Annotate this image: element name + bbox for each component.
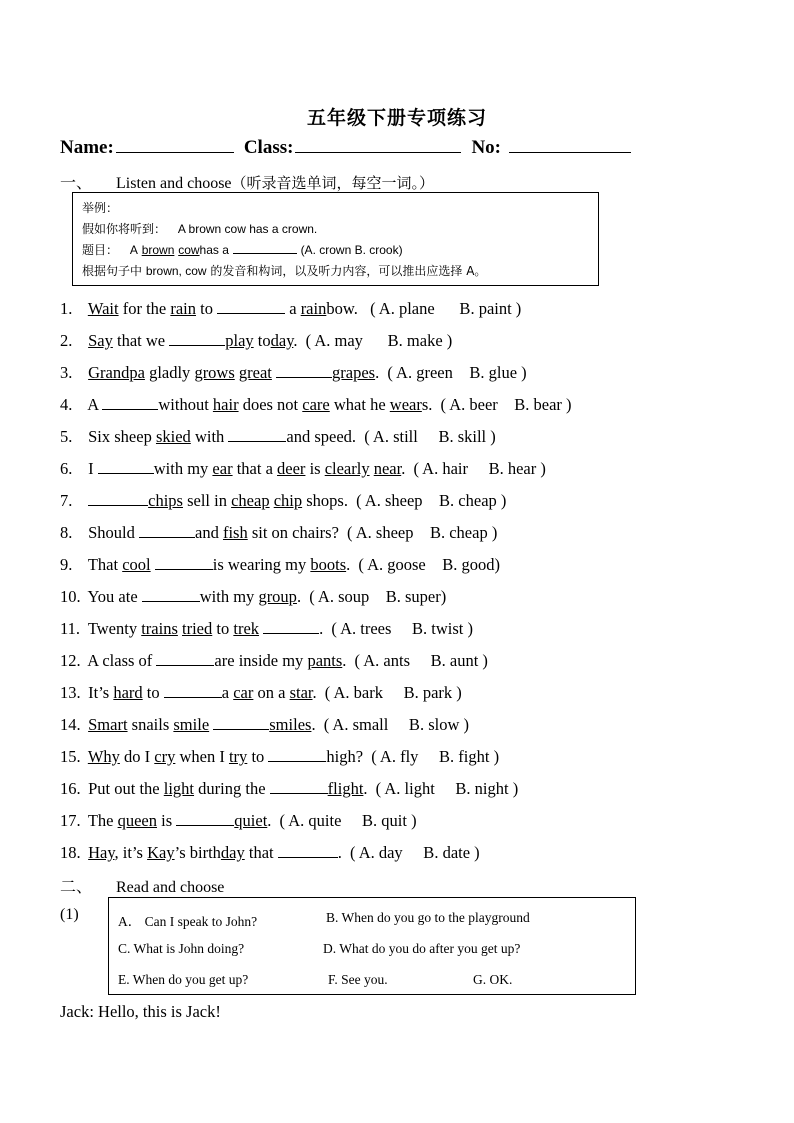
question-number: 8. [60, 523, 73, 542]
example-hear-label: 假如你将听到： [82, 222, 167, 236]
question-number: 10. [60, 587, 81, 606]
question-text: . [337, 843, 342, 862]
question-options: ( A. quite B. quit ) [275, 811, 417, 830]
example-topic-blank [233, 241, 297, 254]
student-info-row [60, 136, 660, 159]
question-text: sell in [182, 491, 232, 510]
question-number: 7. [60, 491, 73, 510]
choice-a: A． Can I speak to John? [118, 914, 258, 929]
question-text: . [311, 715, 316, 734]
question-text: and speed. [286, 427, 357, 446]
question-number: 1. [60, 299, 73, 318]
question-text: that [244, 843, 278, 862]
underlined-word: day [220, 843, 245, 862]
underlined-word: great [238, 363, 272, 382]
question-options: ( A. fly B. fight ) [367, 747, 500, 766]
question-text: for the [118, 299, 171, 318]
question-number: 12. [60, 651, 81, 670]
underlined-word: skied [155, 427, 191, 446]
question-text: to [212, 619, 234, 638]
example-topic-brown: brown [141, 243, 175, 257]
question-text: when I [175, 747, 229, 766]
question-text: gladly [144, 363, 195, 382]
question-text: s. [421, 395, 433, 414]
question-options: ( A. bark B. park ) [320, 683, 462, 702]
example-label: 举例： [82, 201, 119, 215]
question-text: . [293, 331, 298, 350]
choice-e: E. When do you get up? [118, 972, 249, 987]
question-number: 9. [60, 555, 73, 574]
question-options: ( A. beer B. bear ) [436, 395, 572, 414]
example-topic-options: (A. crown B. crook) [300, 243, 403, 257]
choice-b: B. When do you go to the playground [326, 910, 530, 925]
question-number: 2. [60, 331, 73, 350]
underlined-word: car [233, 683, 254, 702]
question-text: are inside my [214, 651, 308, 670]
underlined-word: ear [212, 459, 233, 478]
no-blank[interactable] [509, 136, 631, 153]
question-text: Twenty [87, 619, 142, 638]
question-text: , it’s [114, 843, 148, 862]
question-number: 14. [60, 715, 81, 734]
question-row [60, 776, 760, 808]
answer-blank[interactable] [155, 552, 213, 570]
section-one-number: 一、 [60, 173, 93, 192]
example-explain-post: 的发音和构词，以及听力内容，可以推出应选择 A。 [210, 264, 487, 278]
question-row [60, 520, 760, 552]
example-explain-pre: 根据句子中 [82, 264, 143, 278]
underlined-word: light [163, 779, 195, 798]
question-row [60, 648, 760, 680]
question-row [60, 360, 760, 392]
question-text: shops. [302, 491, 348, 510]
example-box [72, 192, 599, 286]
question-options: ( A. light B. night ) [371, 779, 519, 798]
underlined-word: trek [233, 619, 260, 638]
underlined-word: Why [87, 747, 120, 766]
question-options: ( A. plane B. paint ) [361, 299, 522, 318]
example-topic-cow: cow [178, 243, 200, 257]
question-options: ( A. hair B. hear ) [409, 459, 546, 478]
question-number: 4. [60, 395, 73, 414]
class-blank[interactable] [295, 136, 461, 153]
section-two-heading [60, 874, 224, 897]
question-text: during the [194, 779, 270, 798]
underlined-word: trains [141, 619, 178, 638]
question-row [60, 840, 760, 872]
example-hear-text: A brown cow has a crown. [177, 222, 318, 236]
question-text: bow. [326, 299, 358, 318]
example-hear-line [82, 220, 317, 237]
answer-blank[interactable] [217, 296, 285, 314]
answer-blank[interactable] [142, 584, 200, 602]
underlined-word: Smart [88, 715, 128, 734]
question-list [60, 296, 760, 872]
no-label: No: [471, 137, 501, 158]
underlined-word: smile [173, 715, 210, 734]
answer-blank[interactable] [169, 328, 225, 346]
underlined-word: star [289, 683, 313, 702]
underlined-word: wear [389, 395, 422, 414]
example-explain-words: brown, cow [145, 264, 207, 278]
question-text: That [87, 555, 123, 574]
question-row [60, 296, 760, 328]
question-number: 15. [60, 747, 81, 766]
answer-blank[interactable] [98, 456, 154, 474]
underlined-word: boots [310, 555, 347, 574]
underlined-word: group [258, 587, 297, 606]
question-options: ( A. may B. make ) [301, 331, 453, 350]
underlined-word: flight [327, 779, 364, 798]
underlined-word: cool [122, 555, 151, 574]
question-options: ( A. goose B. good) [354, 555, 500, 574]
question-text: A class of [87, 651, 157, 670]
question-row [60, 808, 760, 840]
question-text: Six sheep [88, 427, 156, 446]
question-text: A [87, 395, 103, 414]
choice-c: C. What is John doing? [118, 941, 245, 956]
question-options: ( A. trees B. twist ) [327, 619, 474, 638]
underlined-word: Say [88, 331, 113, 350]
underlined-word: Hay [88, 843, 115, 862]
underlined-word: play [225, 331, 254, 350]
question-options: ( A. soup B. super) [305, 587, 447, 606]
question-number: 6. [60, 459, 73, 478]
question-number: 17. [60, 811, 81, 830]
question-text: to [142, 683, 164, 702]
section-two-title: Read and choose [116, 879, 225, 896]
question-number: 18. [60, 843, 81, 862]
name-label: Name: [60, 137, 114, 158]
question-text: . [296, 587, 302, 606]
question-text: snails [127, 715, 174, 734]
question-number: 16. [60, 779, 81, 798]
underlined-word: near [373, 459, 402, 478]
question-text: ’s birth [174, 843, 221, 862]
question-text: The [87, 811, 118, 830]
question-text: Should [88, 523, 140, 542]
example-topic-label: 题目： [82, 243, 119, 257]
example-topic-line [82, 241, 403, 258]
underlined-word: rain [170, 299, 197, 318]
section-two-number: 二、 [60, 877, 93, 896]
question-text: . [375, 363, 380, 382]
question-row [60, 424, 760, 456]
question-row [60, 744, 760, 776]
underlined-word: cry [154, 747, 176, 766]
question-options: ( A. day B. date ) [345, 843, 480, 862]
underlined-word: quiet [234, 811, 268, 830]
answer-blank[interactable] [88, 488, 148, 506]
question-text: sit on chairs? [247, 523, 339, 542]
question-text: is wearing my [212, 555, 311, 574]
question-options: ( A. sheep B. cheap ) [351, 491, 507, 510]
question-text: I [88, 459, 98, 478]
question-number: 3. [60, 363, 73, 382]
question-text: . [342, 651, 347, 670]
question-text: with my [199, 587, 259, 606]
question-text: with [190, 427, 229, 446]
question-row [60, 488, 760, 520]
question-text: . [267, 811, 272, 830]
underlined-word: grows [194, 363, 235, 382]
name-blank[interactable] [116, 136, 234, 153]
underlined-word: tried [182, 619, 213, 638]
question-text: high? [326, 747, 364, 766]
underlined-word: deer [277, 459, 306, 478]
question-row [60, 328, 760, 360]
question-row [60, 456, 760, 488]
question-text: without [158, 395, 213, 414]
question-row [60, 712, 760, 744]
question-text: to [253, 331, 271, 350]
choice-box [108, 897, 636, 995]
answer-blank[interactable] [276, 360, 332, 378]
question-text: do I [119, 747, 155, 766]
underlined-word: grapes [332, 363, 376, 382]
question-row [60, 680, 760, 712]
question-row [60, 552, 760, 584]
answer-blank[interactable] [156, 648, 214, 666]
dialogue-line-1: Jack: Hello, this is Jack! [60, 1002, 221, 1021]
question-text: . [312, 683, 317, 702]
underlined-word: fish [222, 523, 248, 542]
class-label: Class: [243, 137, 294, 158]
question-options: ( A. still B. skill ) [360, 427, 496, 446]
underlined-word: cheap [231, 491, 270, 510]
section-one-note: （听录音选单词，每空一词。） [231, 174, 435, 192]
question-options: ( A. green B. glue ) [383, 363, 527, 382]
underlined-word: hard [113, 683, 143, 702]
example-explain-line [82, 262, 486, 279]
answer-blank[interactable] [270, 776, 328, 794]
question-text: does not [238, 395, 303, 414]
question-options: ( A. ants B. aunt ) [350, 651, 488, 670]
example-topic-rest: has a [199, 243, 229, 257]
underlined-word: Wait [87, 299, 119, 318]
question-options: ( A. sheep B. cheap ) [342, 523, 498, 542]
question-text: to [196, 299, 218, 318]
underlined-word: pants [307, 651, 343, 670]
question-text: is [157, 811, 177, 830]
underlined-word: rain [300, 299, 327, 318]
question-text: and [195, 523, 223, 542]
answer-blank[interactable] [268, 744, 326, 762]
question-text: that a [232, 459, 278, 478]
underlined-word: try [228, 747, 248, 766]
underlined-word: smiles [269, 715, 312, 734]
underlined-word: chip [273, 491, 303, 510]
question-text: a [221, 683, 234, 702]
question-text: that we [112, 331, 170, 350]
choice-d: D. What do you do after you get up? [323, 941, 521, 956]
section-one-heading [60, 170, 434, 193]
question-row [60, 392, 760, 424]
answer-blank[interactable] [263, 616, 319, 634]
answer-blank[interactable] [228, 424, 286, 442]
underlined-word: Kay [147, 843, 175, 862]
question-options: ( A. small B. slow ) [319, 715, 469, 734]
underlined-word: hair [212, 395, 239, 414]
underlined-word: queen [117, 811, 158, 830]
underlined-word: care [302, 395, 330, 414]
answer-blank[interactable] [139, 520, 195, 538]
question-row [60, 584, 760, 616]
answer-blank[interactable] [176, 808, 234, 826]
question-row [60, 616, 760, 648]
answer-blank[interactable] [213, 712, 269, 730]
section-one-title: Listen and choose [116, 175, 232, 192]
question-text: on a [253, 683, 290, 702]
question-text: what he [329, 395, 390, 414]
question-number: 13. [60, 683, 81, 702]
question-text: It’s [88, 683, 114, 702]
underlined-word: Grandpa [88, 363, 145, 382]
question-text: to [247, 747, 269, 766]
example-topic-a: A [129, 243, 138, 257]
question-text: is [305, 459, 325, 478]
choice-f: F. See you. [328, 972, 388, 987]
question-text: . [363, 779, 368, 798]
question-text: . [319, 619, 324, 638]
underlined-word: clearly [324, 459, 370, 478]
question-text: . [346, 555, 351, 574]
underlined-word: day [270, 331, 294, 350]
question-text: Put out the [88, 779, 164, 798]
underlined-word: chips [148, 491, 183, 510]
answer-blank[interactable] [102, 392, 158, 410]
question-number: 5. [60, 427, 73, 446]
question-number: 11. [60, 619, 81, 638]
question-text: You ate [87, 587, 142, 606]
worksheet-title: 五年级下册专项练习 [306, 107, 487, 129]
choice-g: G. OK. [473, 972, 513, 987]
choice-group-number: (1) [60, 906, 79, 923]
answer-blank[interactable] [164, 680, 222, 698]
question-text: a [285, 299, 301, 318]
answer-blank[interactable] [278, 840, 338, 858]
question-text: . [401, 459, 406, 478]
question-text: with my [153, 459, 213, 478]
